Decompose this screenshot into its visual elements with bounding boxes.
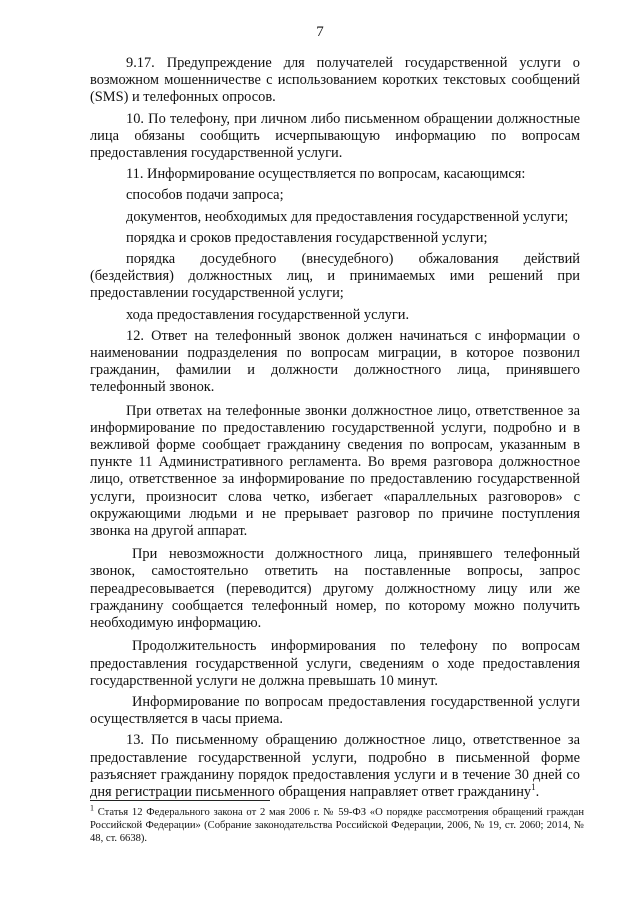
- list-item-documents: документов, необходимых для предоставления государственной услуги;: [126, 208, 569, 225]
- page-body: [90, 55, 580, 801]
- footnote-divider: [90, 800, 270, 801]
- footnote-mark: 1: [90, 803, 94, 813]
- paragraph-13: 13. По письменному обращению должностное лицо, ответственное за предоставление государственной услуги, подробно в письменной форме разъясняет гражданину порядок предоставления услуги и в течение 30 дней со дня регистрации письменного обращения направляет ответ гражданину$^1$.: [90, 732, 580, 800]
- paragraph-duration: Продолжительность информирования по телефону по вопросам предоставления государственной услуги, сведениям о ходе предоставления государственной услуги не должна превышать 10 минут.: [90, 638, 580, 689]
- footnote-text: Статья 12 Федерального закона от 2 мая 2006 г. № 59-ФЗ «О порядке рассмотрения обращений граждан Российской Федерации» (Собрание законодательства Российской Федерации, 2006, № 19, ст. 2060; 2014, № 48, ст. 6638).: [90, 807, 584, 844]
- footnote: [90, 803, 584, 845]
- paragraph-phone-answers: При ответах на телефонные звонки должностное лицо, ответственное за информирование по предоставлению государственной услуги, подробно и в вежливой форме сообщает гражданину сведения по вопросам, указанным в пункте 11 Административного регламента. Во время разговора должностное лицо, ответственное за информирование по предоставлению государственной услуги, произносит слова четко, избегает «параллельных разговоров» с окружающими людьми и не прерывает разговор по причине поступления звонка на другой аппарат.: [90, 402, 580, 540]
- paragraph-11: 11. Информирование осуществляется по вопросам, касающимся:: [126, 166, 526, 183]
- list-item-terms: порядка и сроков предоставления государственной услуги;: [126, 229, 488, 246]
- paragraph-redirect: При невозможности должностного лица, принявшего телефонный звонок, самостоятельно ответить на поставленные вопросы, запрос переадресовывается (переводится) другому должностному лицу или же гражданину сообщается телефонный номер, по которому можно получить необходимую информацию.: [90, 546, 580, 632]
- paragraph-12: 12. Ответ на телефонный звонок должен начинаться с информации о наименовании подразделения по вопросам миграции, в которое позвонил гражданин, фамилии и должности должностного лица, принявшего телефонный звонок.: [90, 327, 580, 396]
- paragraph-10: 10. По телефону, при личном либо письменном обращении должностные лица обязаны сообщить исчерпывающую информацию по вопросам предоставления государственной услуги.: [90, 110, 580, 162]
- paragraph-9-17: 9.17. Предупреждение для получателей государственной услуги о возможном мошенничестве с использованием коротких текстовых сообщений (SMS) и телефонных опросов.: [90, 55, 580, 106]
- footnote-reference[interactable]: 1: [531, 782, 536, 793]
- paragraph-hours: Информирование по вопросам предоставления государственной услуги осуществляется в часы приема.: [90, 693, 580, 728]
- paragraph-13-text: 13. По письменному обращению должностное лицо, ответственное за предоставление государственной услуги, подробно в письменной форме разъясняет гражданину порядок предоставления услуги и в течение 30 дней со дня регистрации письменного обращения направляет ответ гражданину: [90, 732, 580, 800]
- list-item-request-methods: способов подачи запроса;: [126, 187, 284, 204]
- list-item-appeal: порядка досудебного (внесудебного) обжалования действий (бездействия) должностных лиц, и принимаемых ими решений при предоставлении государственной услуги;: [90, 251, 580, 302]
- page-number: 7: [316, 24, 324, 40]
- list-item-progress: хода предоставления государственной услуги.: [126, 306, 410, 323]
